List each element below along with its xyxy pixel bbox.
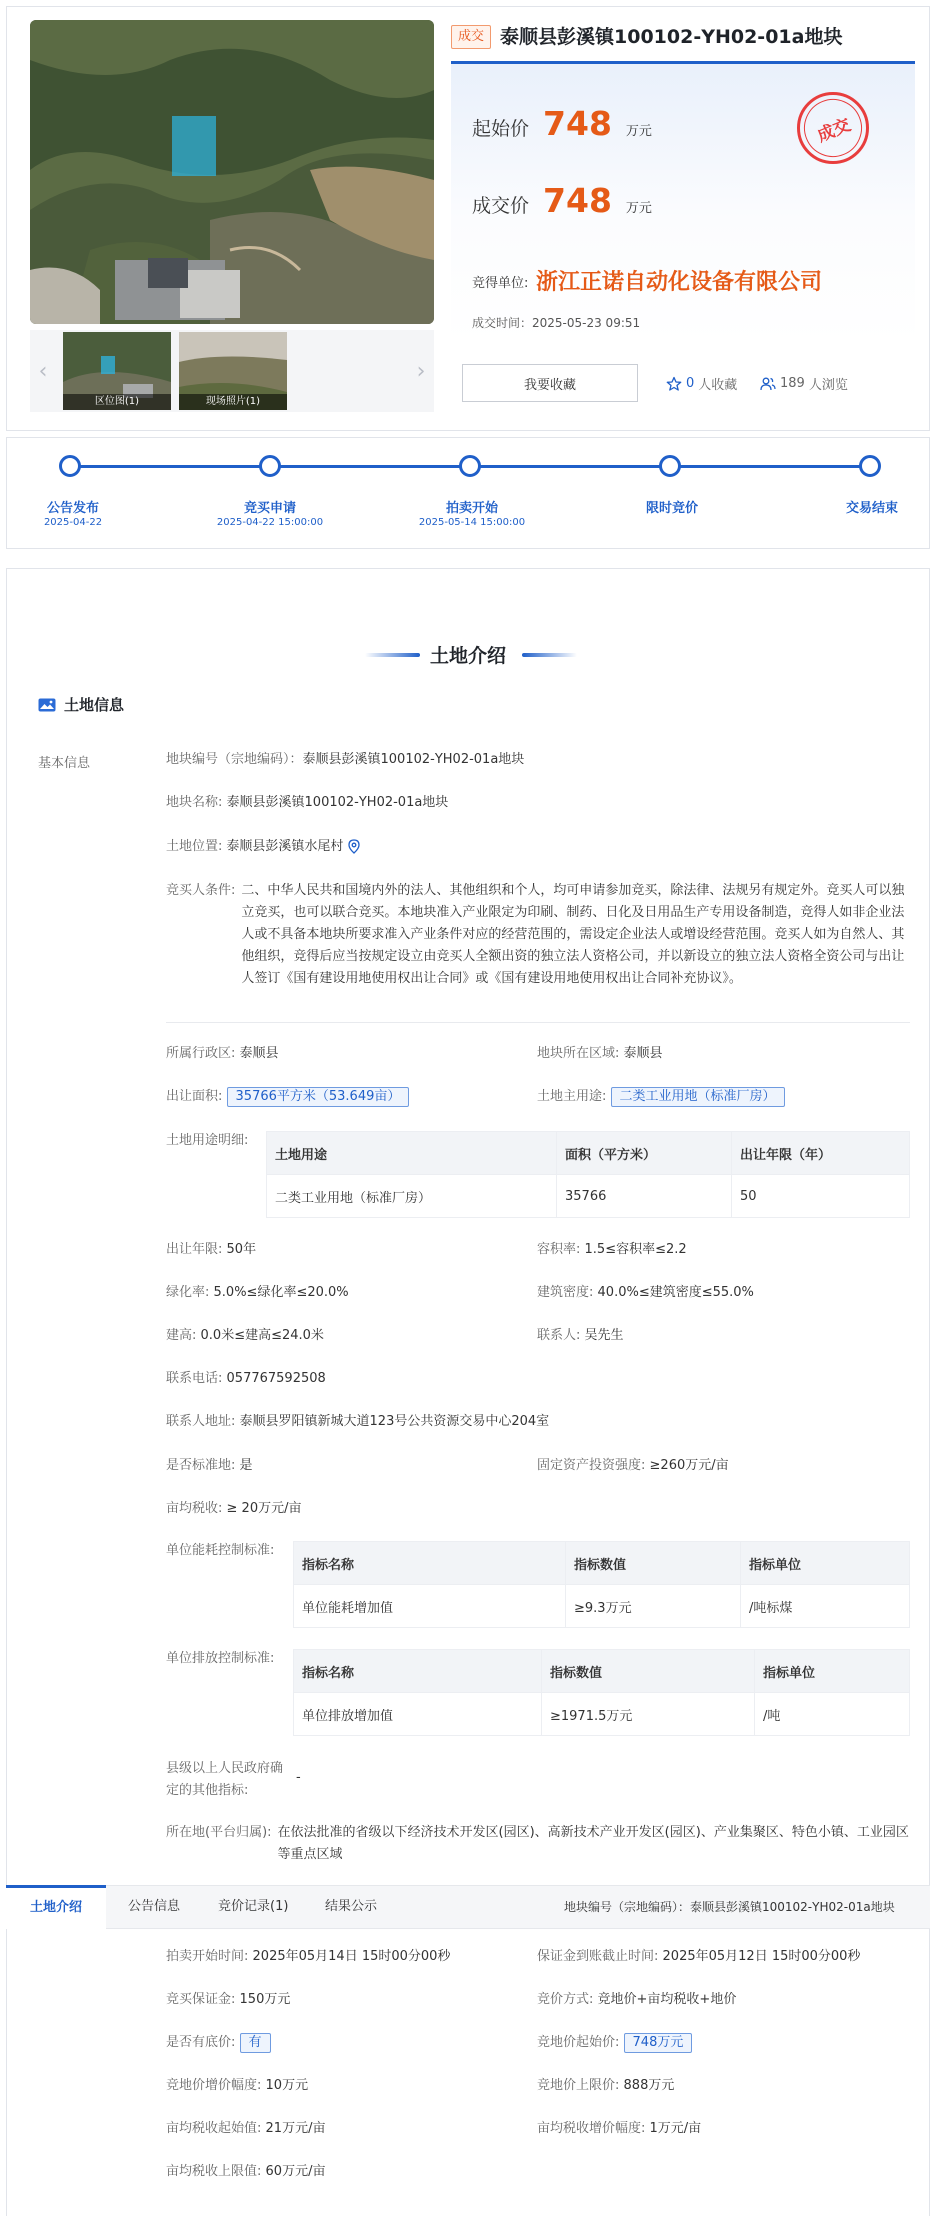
- thumb-location-map[interactable]: [63, 332, 171, 410]
- deposit-deadline-value: 2025年05月12日 15时00分00秒: [662, 1949, 861, 1964]
- other-label-text: 县级以上人民政府确定的其他指标:: [166, 1761, 284, 1798]
- parcel-name-label: 地块名称:: [166, 795, 223, 810]
- table-header: 指标名称: [294, 1542, 566, 1585]
- land-cap-value: 888万元: [623, 2078, 675, 2093]
- table-header: 面积（平方米）: [557, 1132, 732, 1175]
- map-pin-icon[interactable]: [347, 839, 361, 855]
- step-dot: [459, 455, 481, 477]
- far-row: [537, 1239, 687, 1261]
- tax-step-value: 1万元/亩: [649, 2121, 702, 2136]
- reserve-row: [166, 2032, 271, 2054]
- land-step-row: [166, 2075, 308, 2097]
- energy-label: [166, 1540, 291, 1562]
- main-use-row: [537, 1086, 785, 1108]
- deal-time: 成交时间：2025-05-23 09:51: [472, 316, 641, 330]
- table-cell: 单位能耗增加值: [294, 1585, 566, 1628]
- green-value: 5.0%≤绿化率≤20.0%: [213, 1285, 349, 1300]
- parcel-name-row: [166, 792, 448, 814]
- tab-land-intro[interactable]: 土地介绍: [6, 1885, 106, 1929]
- bidder-condition-row: [166, 880, 910, 990]
- table-header-row: [294, 1650, 910, 1693]
- table-header: 出让年限（年）: [732, 1132, 910, 1175]
- land-info-heading: [38, 694, 124, 715]
- page-title: 泰顺县彭溪镇100102-YH02-01a地块: [500, 26, 843, 48]
- deposit-row: [166, 1989, 290, 2011]
- thumb-site-photo[interactable]: [179, 332, 287, 410]
- transfer-area-label: 出让面积:: [166, 1089, 223, 1104]
- start-time-value: 2025年05月14日 15时00分00秒: [252, 1949, 451, 1964]
- invest-row: [537, 1455, 729, 1477]
- winner-name: 浙江正诺自动化设备有限公司: [536, 270, 823, 295]
- land-step-label: 竞地价增价幅度:: [166, 2078, 262, 2093]
- transfer-area-row: [166, 1086, 409, 1108]
- deal-price-value: 748: [543, 181, 612, 220]
- step-dot: [259, 455, 281, 477]
- step-date: 2025-04-22 15:00:00: [216, 517, 324, 528]
- image-icon: [38, 698, 56, 712]
- density-row: [537, 1282, 754, 1304]
- contact-label: 联系人:: [537, 1328, 581, 1343]
- contact-value: 吴先生: [584, 1328, 624, 1343]
- thumb-caption: 现场照片(1): [179, 394, 287, 410]
- location-value: 泰顺县彭溪镇水尾村: [226, 839, 344, 854]
- standard-row: [166, 1455, 253, 1477]
- table-header: 土地用途: [267, 1132, 557, 1175]
- method-label: 竞价方式:: [537, 1992, 594, 2007]
- district-label: 所属行政区:: [166, 1046, 236, 1061]
- platform-label: 所在地(平台归属):: [166, 1825, 272, 1840]
- tax-start-label: 亩均税收起始值:: [166, 2121, 262, 2136]
- table-cell: /吨标煤: [741, 1585, 910, 1628]
- land-start-row: [537, 2032, 692, 2054]
- condition-text: 二、中华人民共和国境内外的法人、其他组织和个人，均可申请参加竞买，除法律、法规另有规定外。竞买人可以独立竞买，也可以联合竞买。本地块准入产业限定为印刷、制药、日化及日用品生产专用设备制造，竞得人如非企业法人或不具备本地块所要求准入产业条件对应的经营范围的，需设定企业法人或增设经营范围。竞买人如为自然人、其他组织，竞得后应当按规定设立由竞买人全额出资的独立法人资格公司，并以新设立的独立法人资格全资公司与出让人签订《国有建设用地使用权出让合同》或《国有建设用地使用权出让合同补充协议》。: [241, 883, 905, 986]
- location-label: 土地位置:: [166, 839, 223, 854]
- land-start-label: 竞地价起始价:: [537, 2035, 620, 2050]
- address-row: [166, 1411, 549, 1433]
- favorite-count-value: 0: [686, 376, 695, 391]
- step-date: 2025-05-14 15:00:00: [418, 517, 526, 528]
- method-value: 竞地价+亩均税收+地价: [597, 1992, 737, 2007]
- table-cell: 单位排放增加值: [294, 1693, 542, 1736]
- start-price-row: [472, 104, 652, 143]
- parcel-code-row: [166, 749, 524, 771]
- area-region-row: [537, 1043, 663, 1065]
- section-title: 土地介绍: [429, 645, 506, 667]
- start-price-value: 748: [543, 104, 612, 143]
- step-dot: [659, 455, 681, 477]
- step-name: 限时竞价: [645, 501, 698, 516]
- deposit-label: 竞买保证金:: [166, 1992, 236, 2007]
- table-header: 指标数值: [542, 1650, 755, 1693]
- parcel-name-value: 泰顺县彭溪镇100102-YH02-01a地块: [226, 795, 449, 810]
- address-value: 泰顺县罗阳镇新城大道123号公共资源交易中心204室: [239, 1414, 550, 1429]
- table-header: 指标名称: [294, 1650, 542, 1693]
- location-row: [166, 836, 361, 858]
- tax-step-row: [537, 2118, 701, 2140]
- years-row: [166, 1239, 256, 1261]
- step-name: 竞买申请: [243, 501, 296, 516]
- land-cap-label: 竞地价上限价:: [537, 2078, 620, 2093]
- tax-value: ≥ 20万元/亩: [226, 1501, 302, 1516]
- title-divider: [451, 61, 915, 64]
- chevron-left-icon[interactable]: ‹: [38, 358, 48, 384]
- table-cell: ≥9.3万元: [566, 1585, 741, 1628]
- emission-table: [293, 1649, 910, 1736]
- thumb-caption: 区位图(1): [63, 394, 171, 410]
- table-row: [267, 1175, 910, 1218]
- winner-label: 竞得单位:: [472, 276, 529, 291]
- step-name: 交易结束: [845, 501, 898, 516]
- tax-cap-label: 亩均税收上限值:: [166, 2164, 262, 2179]
- deal-stamp-text: 成交: [795, 90, 871, 166]
- land-cap-row: [537, 2075, 674, 2097]
- step-dot: [59, 455, 81, 477]
- land-start-value: 748万元: [624, 2033, 693, 2053]
- parcel-code-value: 泰顺县彭溪镇100102-YH02-01a地块: [302, 752, 525, 767]
- height-label: 建高:: [166, 1328, 197, 1343]
- main-use-value: 二类工业用地（标准厂房）: [611, 1087, 785, 1107]
- phone-label: 联系电话:: [166, 1371, 223, 1386]
- chevron-right-icon[interactable]: ›: [416, 358, 426, 384]
- view-count: [760, 374, 848, 393]
- star-icon: [666, 376, 682, 392]
- land-use-table: [266, 1131, 910, 1218]
- main-use-label: 土地主用途:: [537, 1089, 607, 1104]
- tax-cap-row: [166, 2161, 325, 2183]
- table-header-row: [294, 1542, 910, 1585]
- tab-announcement[interactable]: 公告信息: [128, 1899, 181, 1914]
- deal-stamp: [797, 92, 869, 164]
- tax-label: 亩均税收:: [166, 1501, 223, 1516]
- table-header: 指标数值: [566, 1542, 741, 1585]
- years-label: 出让年限:: [166, 1242, 223, 1257]
- table-cell: 二类工业用地（标准厂房）: [267, 1175, 557, 1218]
- emission-label-text: 单位排放控制标准:: [166, 1651, 275, 1666]
- deposit-value: 150万元: [239, 1992, 291, 2007]
- step-dot: [859, 455, 881, 477]
- district-value: 泰顺县: [239, 1046, 279, 1061]
- reserve-value: 有: [240, 2033, 271, 2053]
- tab-results[interactable]: 结果公示: [325, 1899, 378, 1914]
- standard-value: 是: [239, 1458, 253, 1473]
- aerial-photo-image: [30, 20, 434, 324]
- condition-label: 竞买人条件:: [166, 883, 236, 898]
- deposit-deadline-row: [537, 1946, 860, 1968]
- deal-price-unit: 万元: [625, 201, 652, 216]
- standard-label: 是否标准地:: [166, 1458, 236, 1473]
- method-row: [537, 1989, 736, 2011]
- status-badge: 成交: [451, 25, 491, 49]
- energy-table: [293, 1541, 910, 1628]
- contact-row: [537, 1325, 624, 1347]
- phone-row: [166, 1368, 326, 1390]
- tax-start-row: [166, 2118, 325, 2140]
- start-price-unit: 万元: [625, 124, 652, 139]
- area-region-label: 地块所在区域:: [537, 1046, 620, 1061]
- phone-value: 057767592508: [226, 1371, 326, 1386]
- parcel-code-label: 地块编号（宗地编码）：: [166, 752, 303, 767]
- land-info-title: 土地信息: [64, 696, 125, 714]
- view-count-suffix: 人浏览: [808, 378, 848, 393]
- start-time-label: 拍卖开始时间:: [166, 1949, 249, 1964]
- progress-steps: [6, 437, 930, 549]
- address-label: 联系人地址:: [166, 1414, 236, 1429]
- district-row: [166, 1043, 279, 1065]
- step-name: 公告发布: [46, 501, 99, 516]
- divider: [166, 1022, 910, 1023]
- green-label: 绿化率:: [166, 1285, 210, 1300]
- deal-price-label: 成交价: [472, 195, 530, 217]
- step-date: 2025-04-22: [43, 517, 103, 528]
- density-value: 40.0%≤建筑密度≤55.0%: [597, 1285, 754, 1300]
- tab-bid-records[interactable]: 竞价记录(1): [218, 1899, 289, 1914]
- start-price-label: 起始价: [472, 118, 530, 140]
- tax-row: [166, 1498, 301, 1520]
- favorite-button[interactable]: 我要收藏: [462, 364, 638, 402]
- table-row: [294, 1693, 910, 1736]
- other-label: [166, 1758, 291, 1802]
- reserve-label: 是否有底价:: [166, 2035, 236, 2050]
- energy-label-text: 单位能耗控制标准:: [166, 1543, 275, 1558]
- table-header: 指标单位: [741, 1542, 910, 1585]
- emission-label: [166, 1648, 288, 1670]
- invest-label: 固定资产投资强度:: [537, 1458, 646, 1473]
- transfer-area-value: 35766平方米（53.649亩）: [227, 1087, 410, 1107]
- view-count-value: 189: [780, 376, 805, 391]
- table-cell: 50: [732, 1175, 910, 1218]
- use-detail-label: [166, 1130, 248, 1152]
- years-value: 50年: [226, 1242, 257, 1257]
- table-cell: /吨: [755, 1693, 910, 1736]
- table-cell: ≥1971.5万元: [542, 1693, 755, 1736]
- table-cell: 35766: [557, 1175, 732, 1218]
- land-intro-card: [6, 568, 930, 2216]
- aerial-photo[interactable]: [30, 20, 434, 324]
- favorite-count[interactable]: [666, 374, 737, 393]
- table-header: 指标单位: [755, 1650, 910, 1693]
- basic-info-label: 基本信息: [38, 756, 91, 771]
- tax-start-value: 21万元/亩: [265, 2121, 326, 2136]
- favorite-count-suffix: 人收藏: [698, 378, 738, 393]
- height-value: 0.0米≤建高≤24.0米: [200, 1328, 324, 1343]
- table-header-row: [267, 1132, 910, 1175]
- platform-value: 在依法批准的省级以下经济技术开发区(园区)、高新技术产业开发区(园区)、产业集聚区、特色小镇、工业园区等重点区域: [277, 1825, 909, 1862]
- far-value: 1.5≤容积率≤2.2: [584, 1242, 687, 1257]
- deal-price-row: [472, 181, 652, 220]
- density-label: 建筑密度:: [537, 1285, 594, 1300]
- tab-bar-parcel-code: 地块编号（宗地编码）：泰顺县彭溪镇100102-YH02-01a地块: [564, 1900, 895, 1914]
- tax-cap-value: 60万元/亩: [265, 2164, 326, 2179]
- deposit-deadline-label: 保证金到账截止时间:: [537, 1949, 659, 1964]
- invest-value: ≥260万元/亩: [649, 1458, 729, 1473]
- other-value: -: [296, 1770, 301, 1785]
- platform-row: [166, 1822, 910, 1866]
- table-row: [294, 1585, 910, 1628]
- start-time-row: [166, 1946, 450, 1968]
- step-name: 拍卖开始: [445, 501, 498, 516]
- green-row: [166, 1282, 349, 1304]
- far-label: 容积率:: [537, 1242, 581, 1257]
- users-icon: [760, 376, 776, 392]
- land-step-value: 10万元: [265, 2078, 309, 2093]
- area-region-value: 泰顺县: [623, 1046, 663, 1061]
- use-detail-label-text: 土地用途明细:: [166, 1133, 249, 1148]
- tax-step-label: 亩均税收增价幅度:: [537, 2121, 646, 2136]
- height-row: [166, 1325, 324, 1347]
